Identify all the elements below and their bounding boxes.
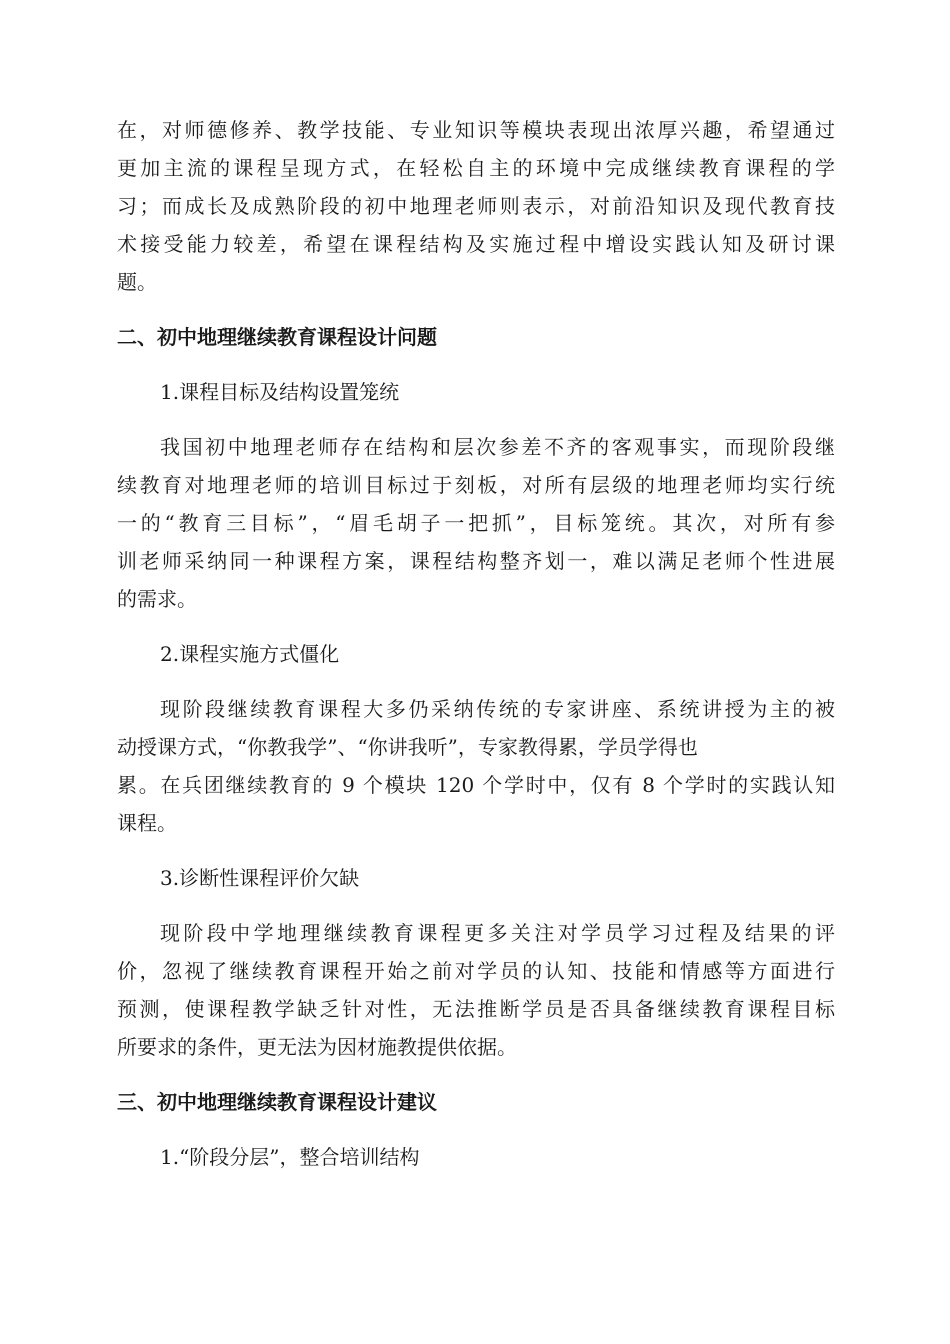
text-line: 一的“教育三目标”，“眉毛胡子一把抓”，目标笼统。其次，对所有参	[117, 511, 835, 535]
text-line: 更加主流的课程呈现方式，在轻松自主的环境中完成继续教育课程的学	[117, 156, 835, 180]
text-line: 在，对师德修养、教学技能、专业知识等模块表现出浓厚兴趣，希望通过	[117, 118, 835, 142]
subsection-title: 3.诊断性课程评价欠缺	[160, 866, 360, 890]
text-line: 我国初中地理老师存在结构和层次参差不齐的客观事实，而现阶段继	[160, 435, 835, 459]
text-line: 价，忽视了继续教育课程开始之前对学员的认知、技能和情感等方面进行	[117, 959, 835, 983]
text-line: 现阶段中学地理继续教育课程更多关注对学员学习过程及结果的评	[160, 921, 835, 945]
text-line: 所要求的条件，更无法为因材施教提供依据。	[117, 1035, 517, 1059]
text-line: 的需求。	[117, 587, 197, 611]
text-line: 续教育对地理老师的培训目标过于刻板，对所有层级的地理老师均实行统	[117, 473, 835, 497]
text-line: 预测，使课程教学缺乏针对性，无法推断学员是否具备继续教育课程目标	[117, 997, 835, 1021]
paragraph	[117, 428, 835, 618]
text-line: 习；而成长及成熟阶段的初中地理老师则表示，对前沿知识及现代教育技	[117, 194, 835, 218]
text-line: 课程。	[117, 811, 177, 835]
text-line: 训老师采纳同一种课程方案，课程结构整齐划一，难以满足老师个性进展	[117, 549, 835, 573]
text-line: 动授课方式，“你教我学”、“你讲我听”，专家教得累，学员学得也	[117, 735, 698, 759]
subsection-title: 1.课程目标及结构设置笼统	[160, 380, 400, 404]
document-body	[117, 111, 835, 1176]
text-line: 累。在兵团继续教育的 9 个模块 120 个学时中，仅有 8 个学时的实践认知	[117, 773, 835, 797]
paragraph-continued	[117, 111, 835, 301]
paragraph	[117, 690, 835, 842]
text-line: 术接受能力较差，希望在课程结构及实施过程中增设实践认知及研讨课	[117, 232, 835, 256]
section-heading: 二、初中地理继续教育课程设计问题	[117, 325, 437, 349]
paragraph	[117, 914, 835, 1066]
subsection-title: 2.课程实施方式僵化	[160, 642, 340, 666]
text-line: 题。	[117, 270, 157, 294]
text-line: 现阶段继续教育课程大多仍采纳传统的专家讲座、系统讲授为主的被	[160, 697, 835, 721]
section-heading: 三、初中地理继续教育课程设计建议	[117, 1090, 437, 1114]
subsection-title: 1.“阶段分层”，整合培训结构	[160, 1145, 420, 1169]
